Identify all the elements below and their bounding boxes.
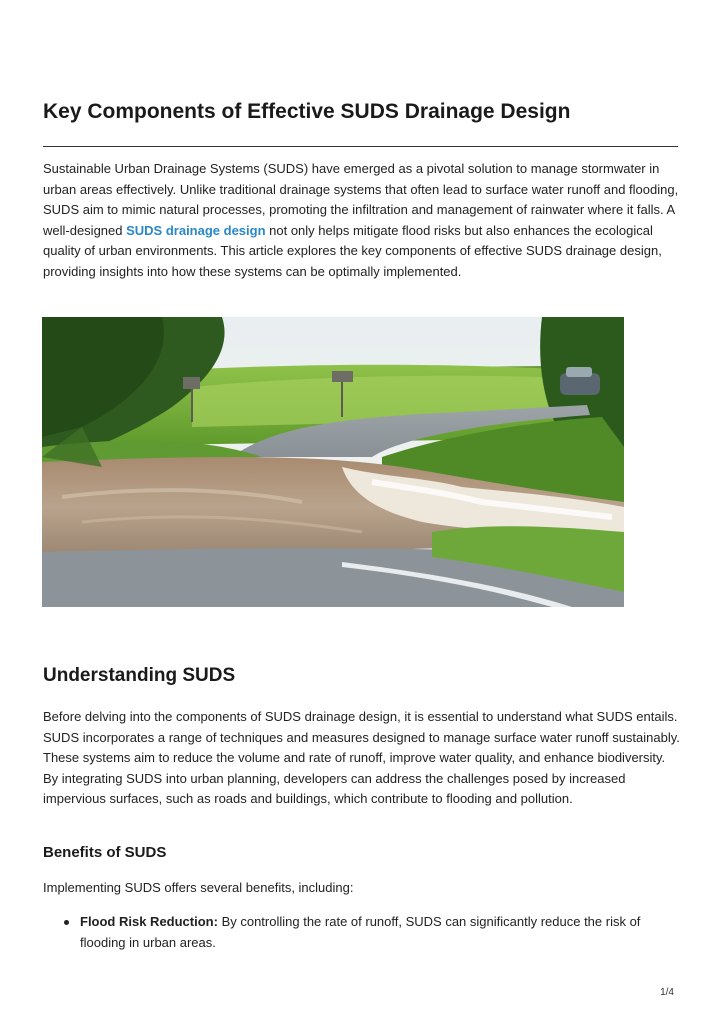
understanding-paragraph: Before delving into the components of SUDS drainage design, it is essential to understand what SUDS entails. SUDS incorporates a range of techniques and measures designed to manage surface water runoff sustainably. These systems aim to reduce the volume and rate of runoff, improve water quality, and enhance biodiversity. By integrating SUDS into urban planning, developers can address the challenges posed by increased impervious surfaces, such as roads and buildings, which contribute to flooding and pollution. [43, 709, 680, 806]
intro-text-after-link: not only helps mitigate flood risks but also enhances the ecological quality of urban environments. This article explores the key components of effective SUDS drainage design, providing insights into how these systems can be optimally implemented. [43, 222, 662, 279]
list-item-text: By controlling the rate of runoff, SUDS can significantly reduce the risk of flooding in urban areas. [80, 914, 641, 950]
benefits-list [43, 911, 683, 953]
subsection-heading-benefits: Benefits of SUDS [43, 844, 167, 861]
section-heading-understanding-suds: Understanding SUDS [43, 665, 236, 686]
list-item-label: Flood Risk Reduction: [80, 914, 218, 929]
suds-drainage-design-link[interactable]: SUDS drainage design [126, 222, 266, 238]
intro-paragraph [43, 159, 683, 282]
page-number: 1/4 [660, 987, 674, 998]
title-divider [43, 146, 678, 147]
list-item [43, 911, 683, 953]
bullet-icon [64, 920, 69, 925]
benefits-intro: Implementing SUDS offers several benefits, including: [43, 880, 354, 895]
flooded-road-image [42, 317, 624, 607]
intro-text-before-link: Sustainable Urban Drainage Systems (SUDS) have emerged as a pivotal solution to manage stormwater in urban areas effectively. Unlike traditional drainage systems that often lead to surface water runoff and flooding, SUDS aim to mimic natural processes, promoting the infiltration and management of rainwater where it falls. A well-designed [43, 161, 679, 238]
page-title: Key Components of Effective SUDS Drainage Design [43, 100, 571, 123]
